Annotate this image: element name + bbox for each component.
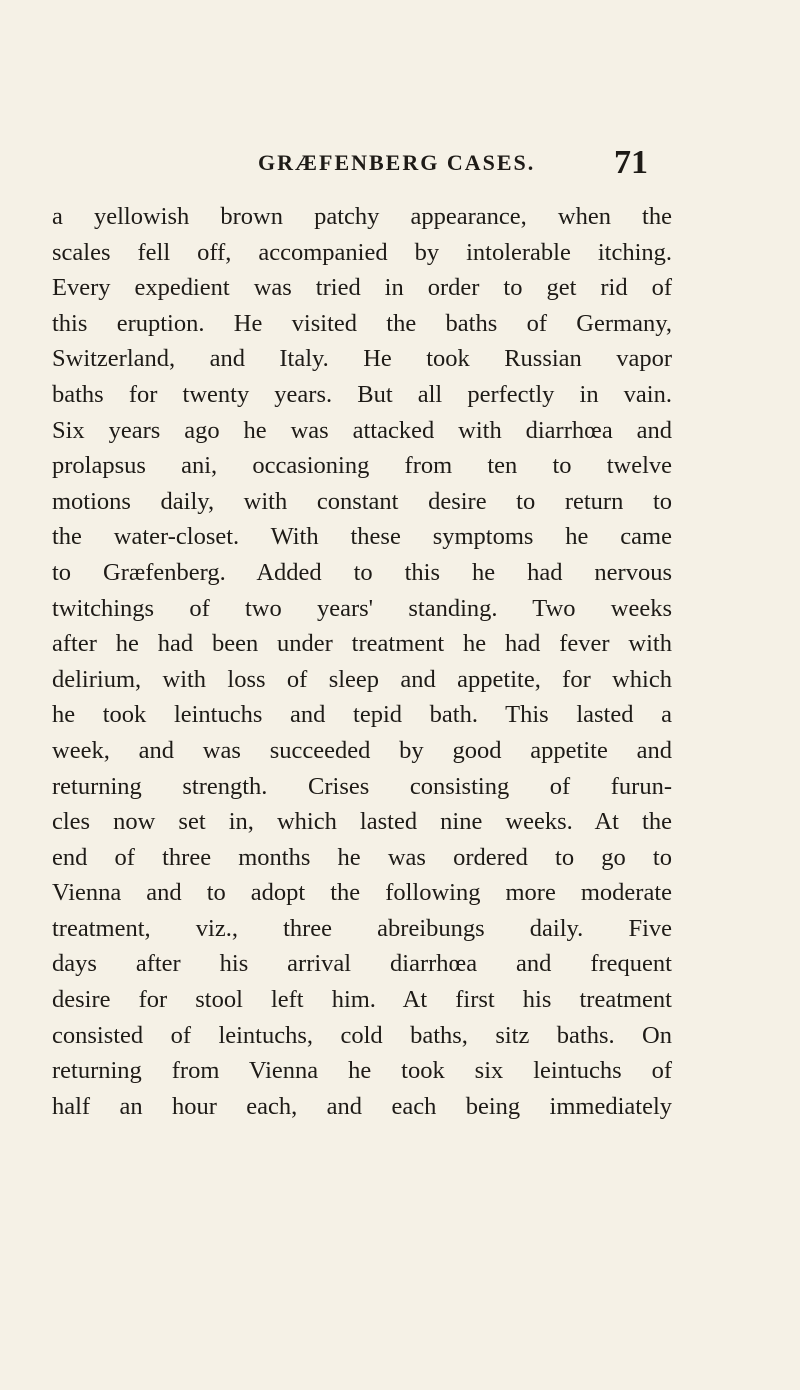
text-line: half an hour each, and each being immediately bbox=[52, 1092, 672, 1120]
text-line: consisted of leintuchs, cold baths, sitz baths. On bbox=[52, 1021, 672, 1049]
text-line: twitchings of two years' standing. Two weeks bbox=[52, 594, 672, 622]
text-line: end of three months he was ordered to go to bbox=[52, 843, 672, 871]
text-line: motions daily, with constant desire to return to bbox=[52, 487, 672, 515]
text-line: this eruption. He visited the baths of Germany, bbox=[52, 309, 672, 337]
text-line: to Græfenberg. Added to this he had nervous bbox=[52, 558, 672, 586]
body-text bbox=[52, 199, 672, 1124]
text-line: Switzerland, and Italy. He took Russian vapor bbox=[52, 345, 672, 373]
text-line: desire for stool left him. At first his treatment bbox=[52, 986, 672, 1014]
text-line: returning from Vienna he took six leintuchs of bbox=[52, 1057, 672, 1085]
text-line: cles now set in, which lasted nine weeks. At the bbox=[52, 808, 672, 836]
page-header bbox=[0, 144, 800, 184]
text-line: he took leintuchs and tepid bath. This lasted a bbox=[52, 701, 672, 729]
text-line: delirium, with loss of sleep and appetite, for which bbox=[52, 665, 672, 693]
text-line: baths for twenty years. But all perfectly in vain. bbox=[52, 380, 672, 408]
text-line: week, and was succeeded by good appetite and bbox=[52, 736, 672, 764]
text-line: a yellowish brown patchy appearance, when the bbox=[52, 203, 672, 230]
text-line: Six years ago he was attacked with diarrhœa and bbox=[52, 416, 672, 444]
text-line: scales fell off, accompanied by intolerable itching. bbox=[52, 238, 672, 266]
page-number: 71 bbox=[614, 144, 648, 181]
text-line: prolapsus ani, occasioning from ten to twelve bbox=[52, 452, 672, 480]
text-line: days after his arrival diarrhœa and frequent bbox=[52, 950, 672, 978]
text-line: after he had been under treatment he had fever with bbox=[52, 630, 672, 658]
text-line: Vienna and to adopt the following more moderate bbox=[52, 879, 672, 907]
text-line: treatment, viz., three abreibungs daily. Five bbox=[52, 914, 672, 942]
text-line: the water-closet. With these symptoms he came bbox=[52, 523, 672, 551]
text-line: Every expedient was tried in order to get rid of bbox=[52, 274, 672, 302]
text-line: returning strength. Crises consisting of furun- bbox=[52, 772, 672, 800]
running-head: GRÆFENBERG CASES. bbox=[258, 150, 536, 175]
